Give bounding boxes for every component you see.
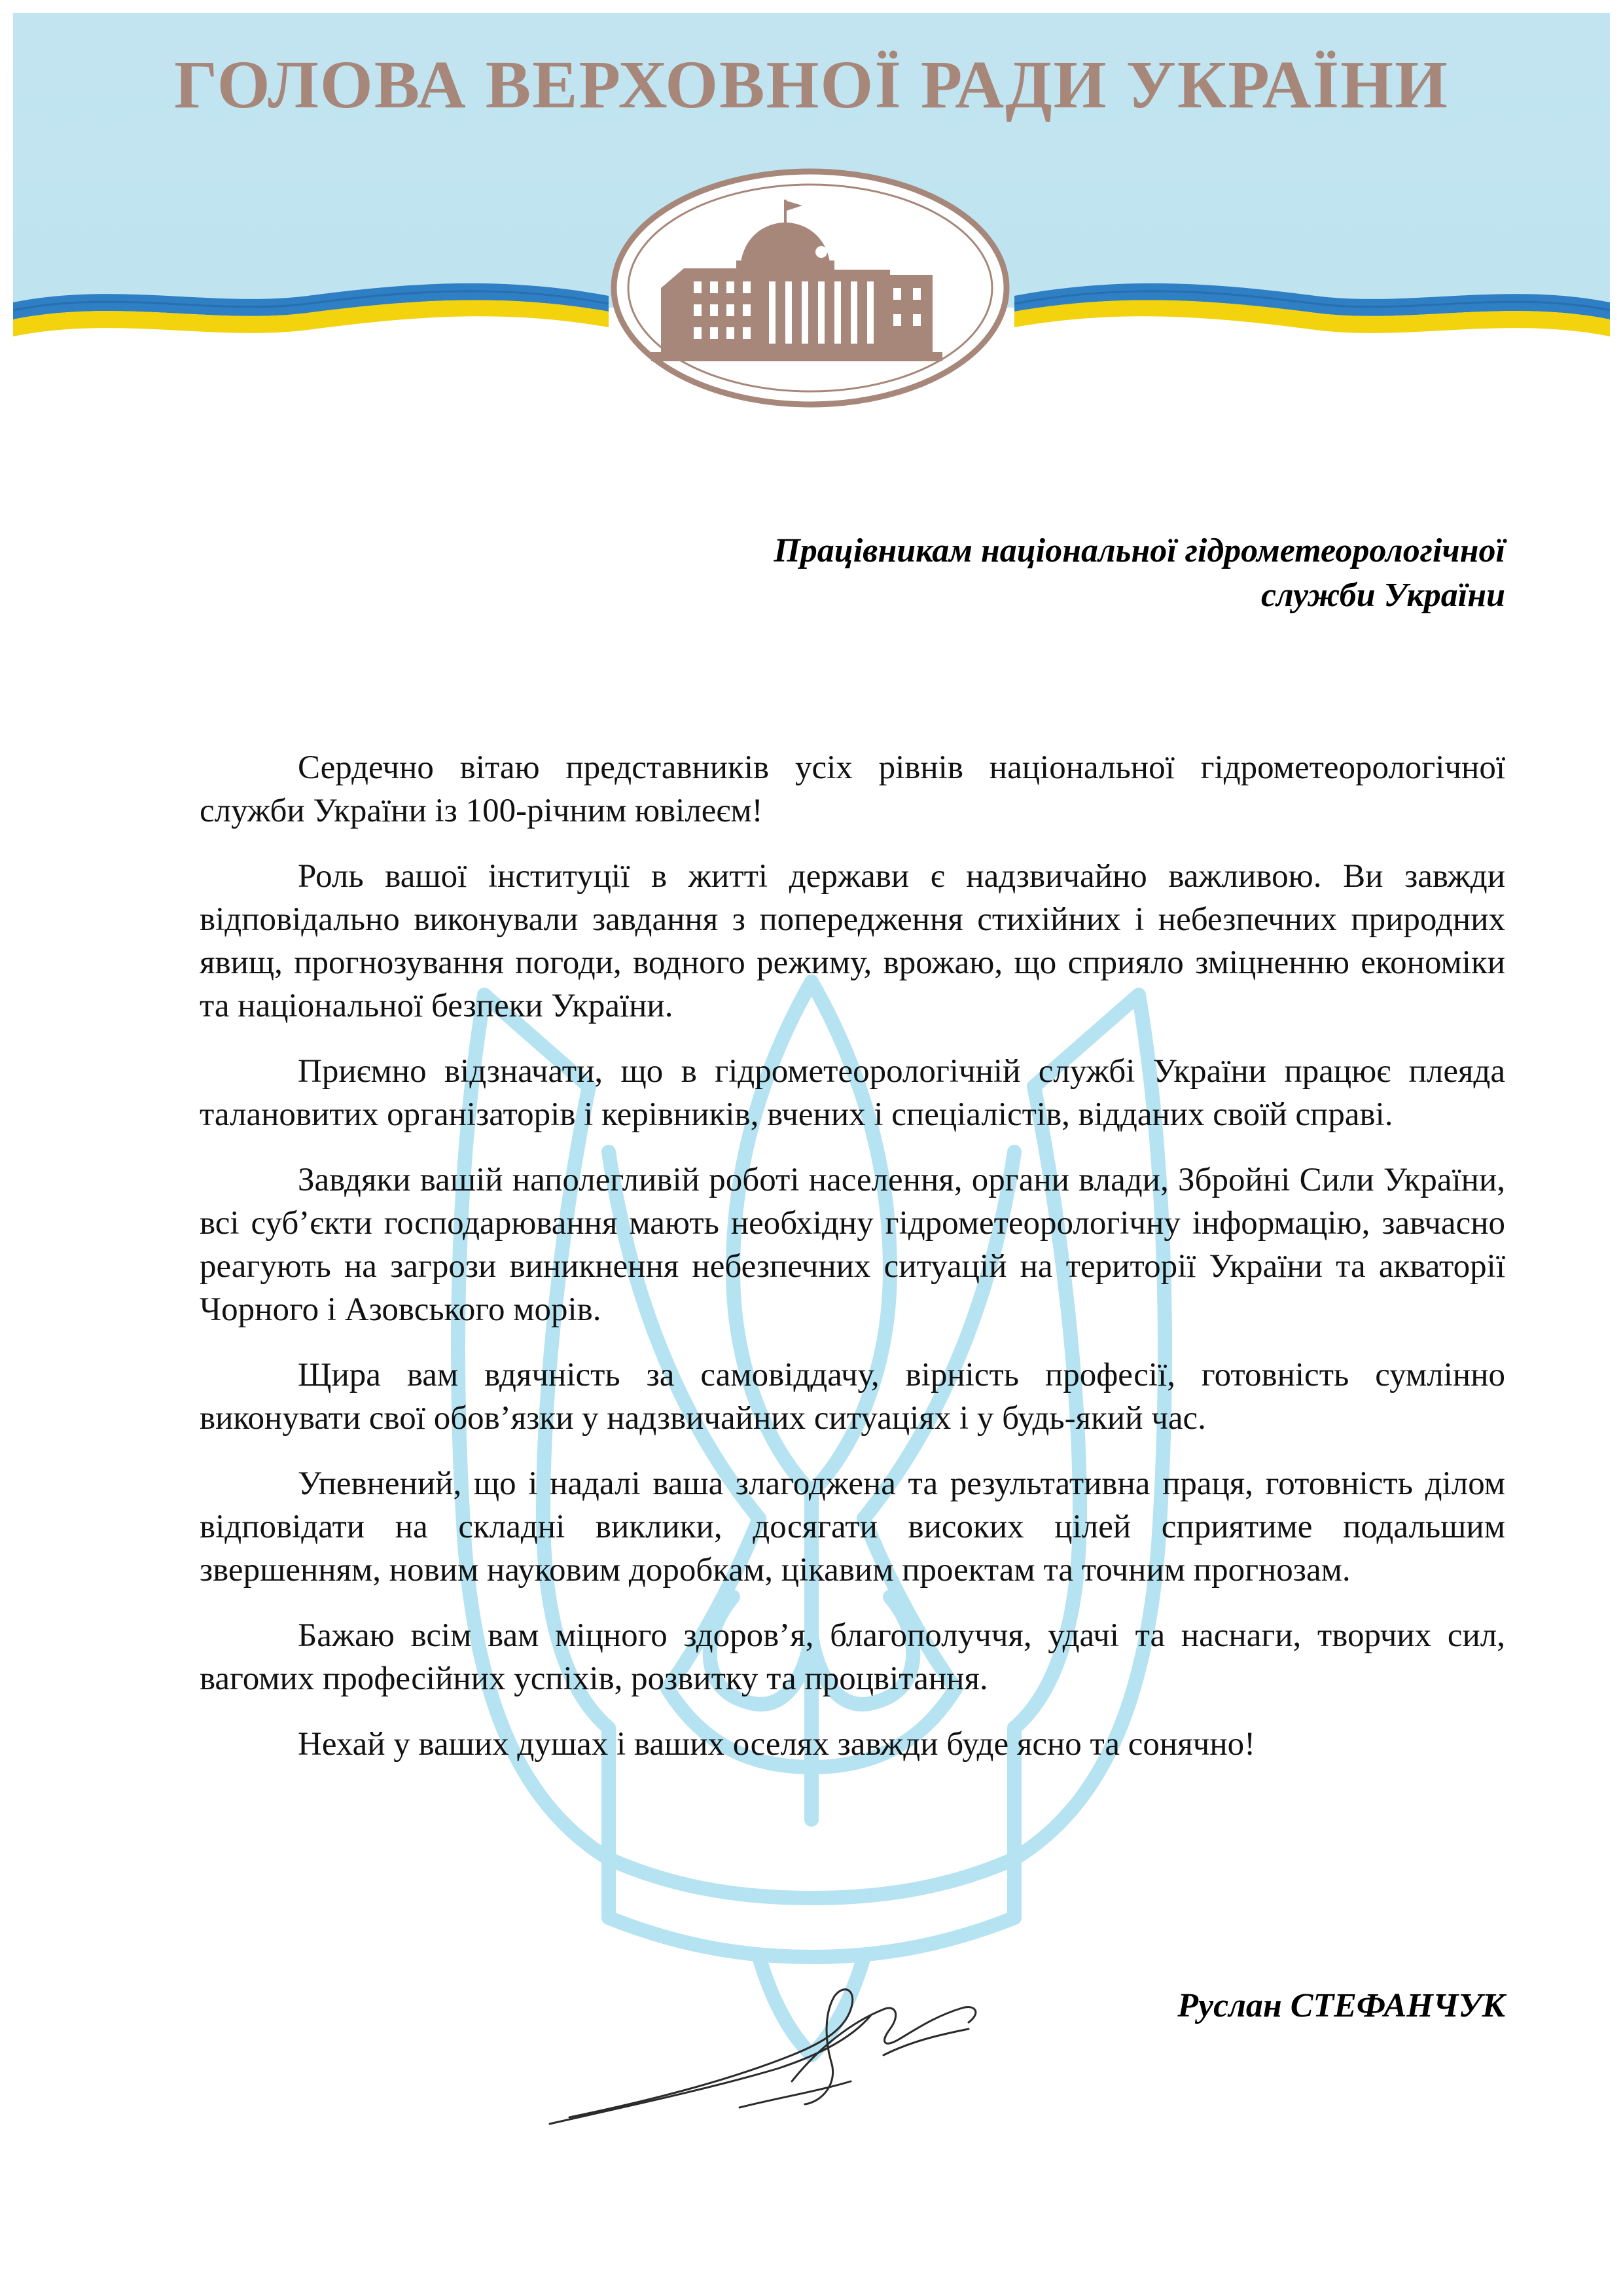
verkhovna-rada-building-icon [614,171,1007,404]
paragraph-6: Упевнений, що і надалі ваша злагоджена та результативна праця, готовність ділом відповідати на складні виклики, досягати високих цілей сприятиме подальшим звершенням, новим науковим доробкам, цікавим проектам та точним прогнозам. [200,1465,1505,1588]
letter-body [200,746,1505,1788]
signer-name: Руслан СТЕФАНЧУК [1177,1987,1505,2024]
paragraph-7: Бажаю всім вам міцного здоров’я, благополуччя, удачі та наснаги, творчих сил, вагомих професійних успіхів, розвитку та процвітання. [200,1617,1505,1697]
paragraph-4: Завдяки вашій наполегливій роботі населення, органи влади, Збройні Сили України, всі суб’єкти господарювання мають необхідну гідрометеорологічну інформацію, завчасно реагують на загрози виникнення небезпечних ситуацій на території України та акваторії Чорного і Азовського морів. [200,1162,1505,1328]
paragraph-1: Сердечно вітаю представників усіх рівнів національної гідрометеорологічної служби України із 100-річним ювілеєм! [200,749,1505,829]
letterhead [0,0,1623,458]
addressee [589,529,1505,618]
addressee-line-1: Працівникам національної гідрометеорологічної [774,532,1505,569]
paragraph-3: Приємно відзначати, що в гідрометеорологічній службі України працює плеяда талановитих організаторів і керівників, вчених і спеціалістів, відданих своїй справі. [200,1053,1505,1133]
paragraph-2: Роль вашої інституції в житті держави є надзвичайно важливою. Ви завжди відповідально виконували завдання з попередження стихійних і небезпечних природних явищ, прогнозування погоди, водного режиму, врожаю, що сприяло зміцненню економіки та національної безпеки України. [200,858,1505,1024]
handwritten-signature [543,1977,1014,2134]
addressee-line-2: служби України [1260,577,1505,614]
letterhead-title: ГОЛОВА ВЕРХОВНОЇ РАДИ УКРАЇНИ [174,47,1449,122]
paragraph-5: Щира вам вдячність за самовіддачу, вірність професії, готовність сумлінно виконувати свої обов’язки у надзвичайних ситуаціях і у будь-який час. [200,1357,1505,1437]
paragraph-8: Нехай у ваших душах і ваших оселях завжди буде ясно та сонячно! [298,1726,1256,1763]
